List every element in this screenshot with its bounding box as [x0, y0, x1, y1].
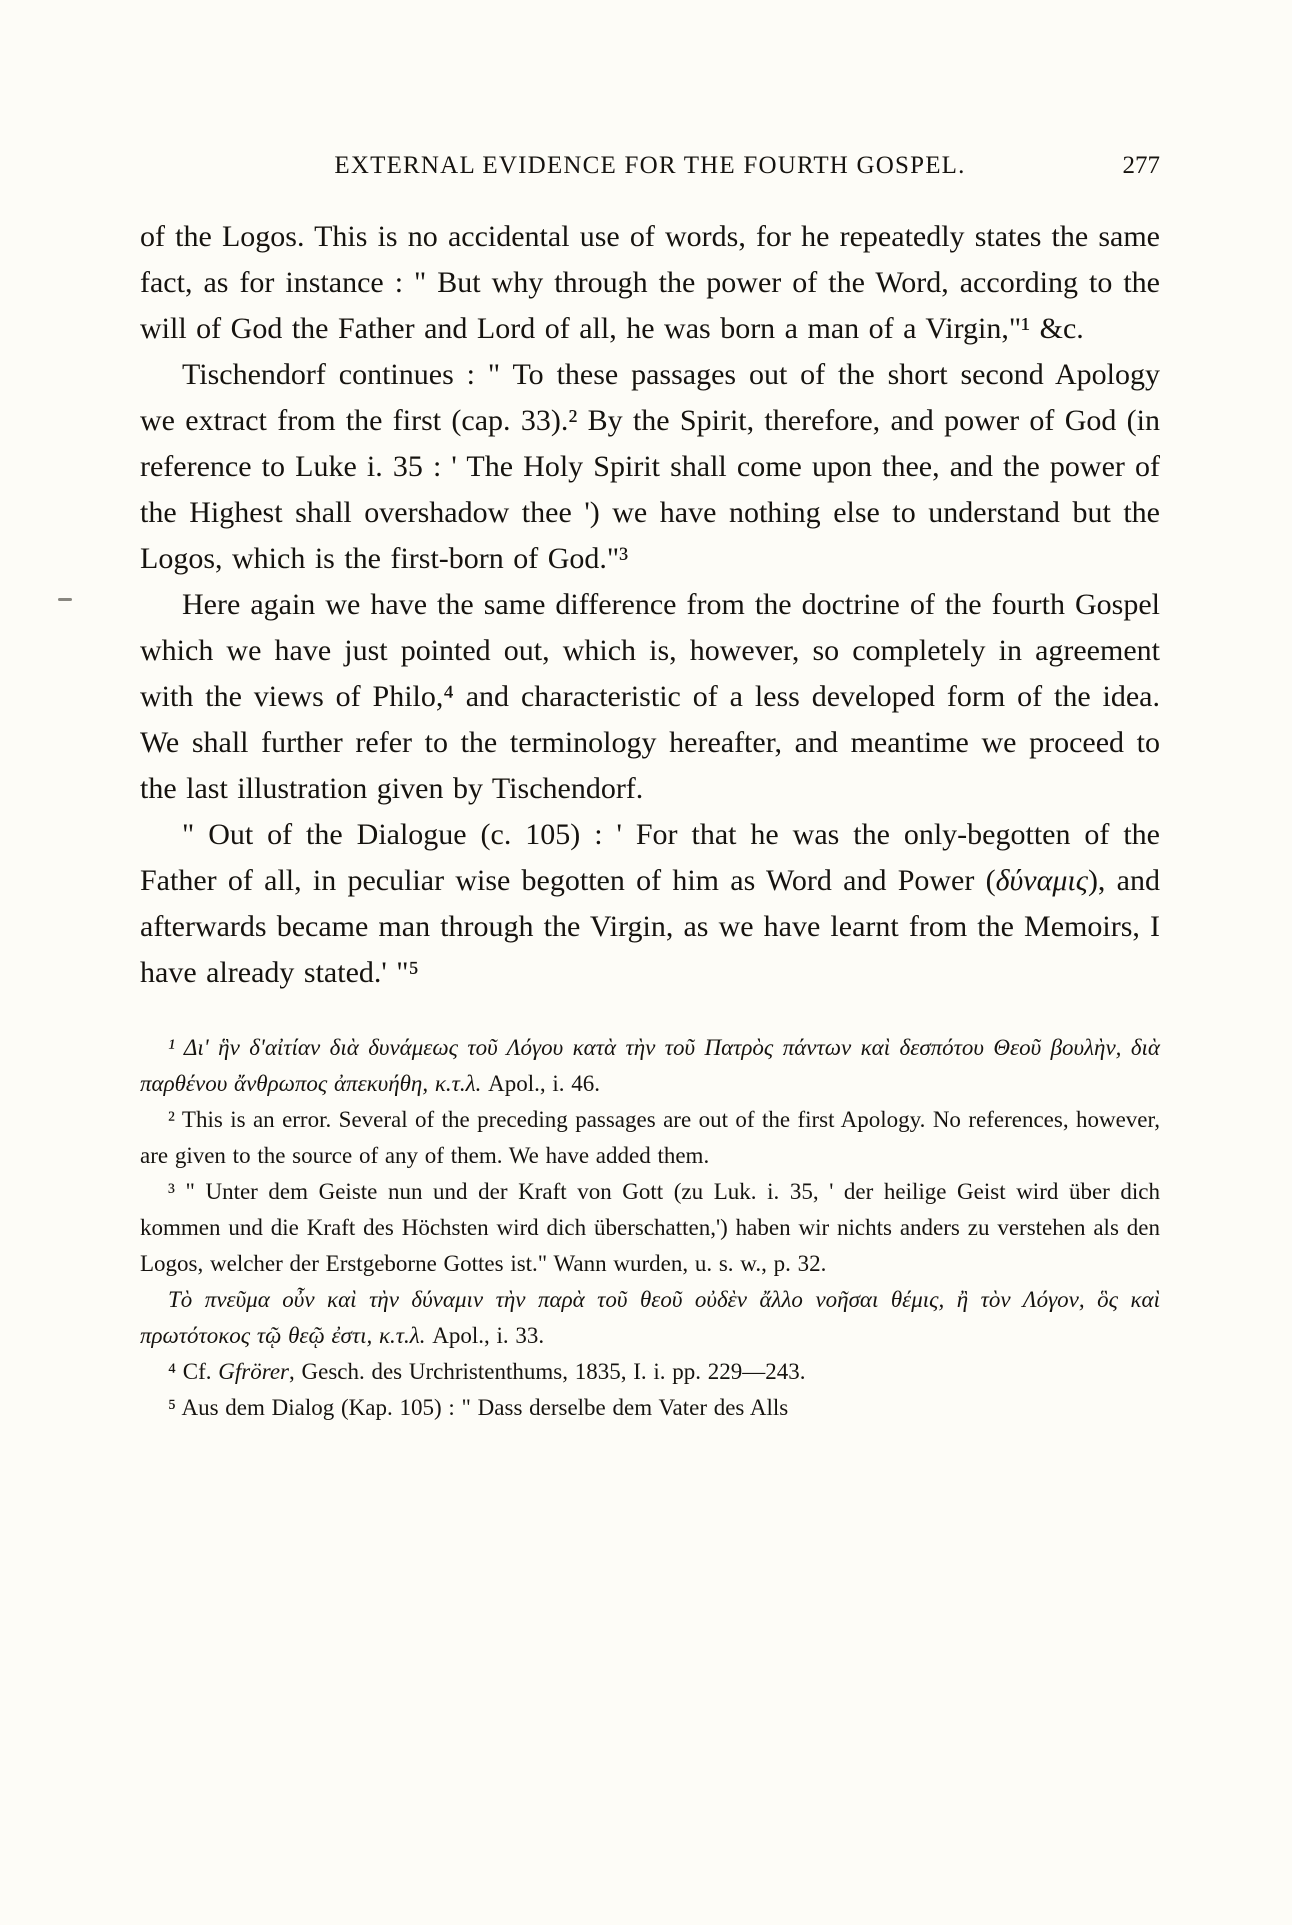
margin-mark [58, 598, 72, 601]
footnote-2: ² This is an error. Several of the preceding passages are out of the first Apology. No references, however, are given to the source of any of them. We have added them. [140, 1107, 1160, 1168]
paragraph-4-tail: ), and afterwards became man through the Virgin, as we have learnt from the Memoirs, I have already stated.' "⁵ [140, 864, 1160, 989]
page-header [140, 152, 1160, 184]
running-title: EXTERNAL EVIDENCE FOR THE FOURTH GOSPEL. [334, 152, 966, 179]
footnote-4-pre: ⁴ Cf. [168, 1359, 219, 1384]
paragraph-3: Here again we have the same difference from the doctrine of the fourth Gospel which we have just pointed out, which is, however, so completely in agreement with the views of Philo,⁴ and characteristic of a less developed form of the idea. We shall further refer to the terminology hereafter, and meantime we proceed to the last illustration given by Tischendorf. [140, 588, 1160, 805]
greek-term-dynamis: δύναμις [995, 864, 1088, 897]
footnote-3-reference: Apol., i. 33. [425, 1323, 545, 1348]
paragraph-4 [140, 812, 1160, 996]
main-text [140, 214, 1160, 996]
footnote-3-greek-text: Τὸ πνεῦμα οὖν καὶ τὴν δύναμιν τὴν παρὰ τοῦ θεοῦ οὐδὲν ἄλλο νοῆσαι θέμις, ἢ τὸν Λόγον, ὃς καὶ πρωτότοκος τῷ θεῷ ἐστι, κ.τ.λ. [140, 1287, 1160, 1348]
footnote-3-german: ³ " Unter dem Geiste nun und der Kraft von Gott (zu Luk. i. 35, ' der heilige Geist wird über dich kommen und die Kraft des Höchsten wird dich überschatten,') haben wir nichts anders zu verstehen als den Logos, welcher der Erstgeborne Gottes ist." Wann wurden, u. s. w., p. 32. [140, 1179, 1160, 1276]
footnote-3-greek [140, 1282, 1160, 1354]
footnote-4-author: Gfrörer [218, 1359, 289, 1384]
page-number: 277 [1122, 152, 1160, 179]
footnote-4-post: , Gesch. des Urchristenthums, 1835, I. i. pp. 229—243. [289, 1359, 806, 1384]
footnote-1-greek-text: ¹ Δι' ἣν δ'αἰτίαν διὰ δυνάμεως τοῦ Λόγου κατὰ τὴν τοῦ Πατρὸς πάντων καὶ δεσπότου Θεοῦ βουλὴν, διὰ παρθένου ἄνθρωπος ἀπεκυήθη, κ.τ.λ. [140, 1035, 1160, 1096]
paragraph-2: Tischendorf continues : " To these passages out of the short second Apology we extract from the first (cap. 33).² By the Spirit, therefore, and power of God (in reference to Luke i. 35 : ' The Holy Spirit shall come upon thee, and the power of the Highest shall overshadow thee ') we have nothing else to understand but the Logos, which is the first-born of God."³ [140, 358, 1160, 575]
footnote-1-reference: Apol., i. 46. [481, 1071, 600, 1096]
footnotes-section [140, 1030, 1160, 1426]
footnote-4 [140, 1354, 1160, 1390]
paragraph-4-lead: " Out of the Dialogue (c. 105) : ' For that he was the only-begotten of the Father of all, in peculiar wise begotten of him as Word and Power ( [140, 818, 1160, 897]
footnote-5: ⁵ Aus dem Dialog (Kap. 105) : " Dass derselbe dem Vater des Alls [168, 1395, 789, 1420]
paragraph-1: of the Logos. This is no accidental use of words, for he repeatedly states the same fact, as for instance : " But why through the power of the Word, according to the will of God the Father and Lord of all, he was born a man of a Virgin,"¹ &c. [140, 220, 1160, 345]
footnote-1 [140, 1030, 1160, 1102]
